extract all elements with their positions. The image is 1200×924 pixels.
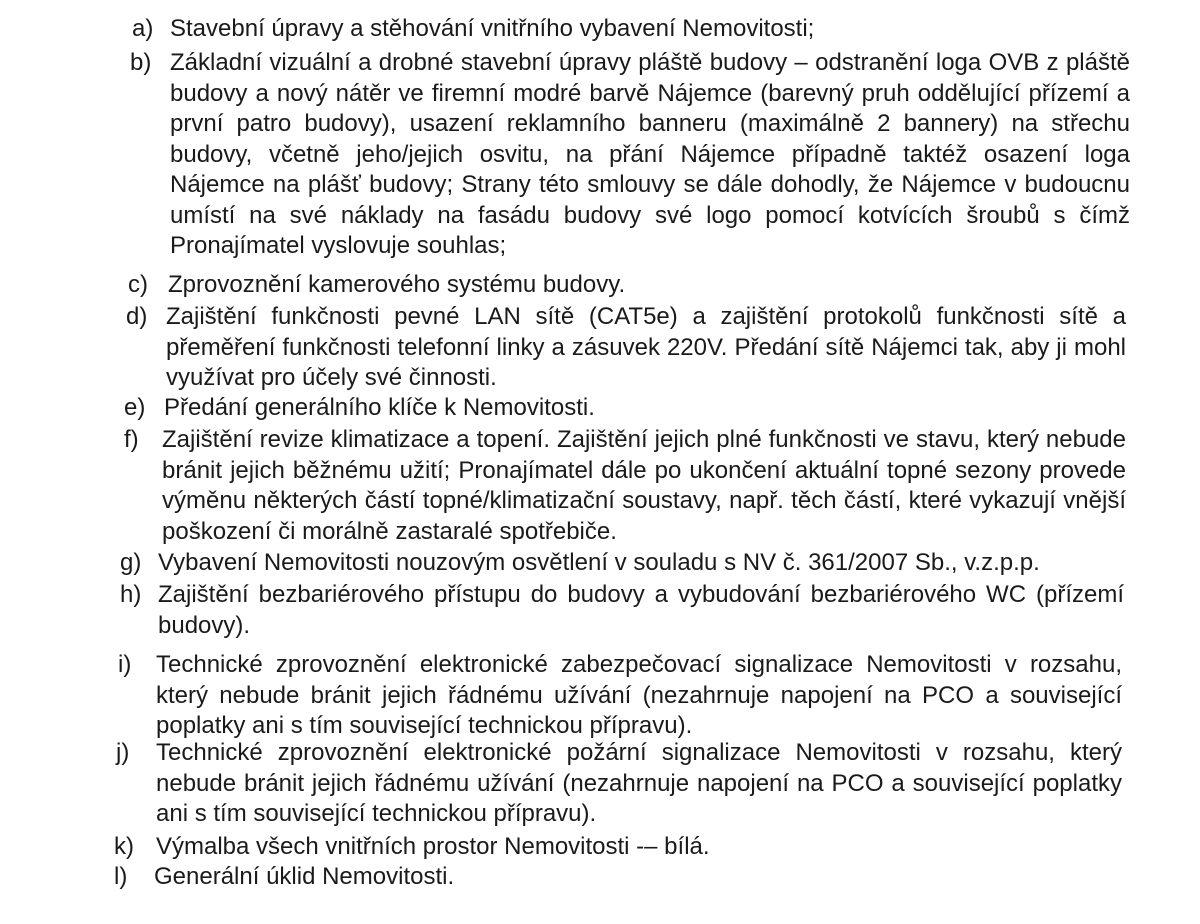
list-item-text: Zajištění funkčnosti pevné LAN sítě (CAT5e) a zajištění protokolů funkčnosti sítě a přeměření funkčnosti telefonní linky a zásuvek 220V. Předání sítě Nájemci tak, aby ji mohl využívat pro účely své činnosti. — [166, 303, 1126, 391]
list-item-text: Zajištění bezbariérového přístupu do budovy a vybudování bezbariérového WC (přízemí budovy). — [158, 581, 1124, 639]
list-marker: d) — [126, 303, 148, 330]
list-item-text: Zajištění revize klimatizace a topení. Zajištění jejich plné funkčnosti ve stavu, který nebude bránit jejich běžnému užití; Pronajímatel dále po ukončení aktuální topné sezony provede výměnu některých částí topné/klimatizační soustavy, např. těch částí, které vykazují vnější poškození či morálně zastaralé spotřebiče. — [162, 426, 1126, 545]
list-item-text: Stavební úpravy a stěhování vnitřního vybavení Nemovitosti; — [170, 15, 815, 42]
list-marker: f) — [124, 426, 139, 453]
list-marker: i) — [118, 651, 132, 678]
list-item-text: Vybavení Nemovitosti nouzovým osvětlení v souladu s NV č. 361/2007 Sb., v.z.p.p. — [158, 549, 1040, 576]
list-marker: h) — [120, 581, 142, 608]
list-marker: l) — [114, 863, 128, 890]
list-item-text: Generální úklid Nemovitosti. — [154, 863, 455, 890]
list-item-text: Základní vizuální a drobné stavební úpravy pláště budovy – odstranění loga OVB z pláště budovy a nový nátěr ve firemní modré barvě Nájemce (barevný pruh oddělující přízemí a první patro budovy), usazení reklamního banneru (maximálně 2 bannery) na střechu budovy, včetně jeho/jejich osvitu, na přání Nájemce případně taktéž osazení loga Nájemce na plášť budovy; Strany této smlouvy se dále dohodly, že Nájemce v budoucnu umístí na své náklady na fasádu budovy své logo pomocí kotvících šroubů s čímž Pronajímatel vyslovuje souhlas; — [170, 49, 1130, 259]
list-marker: e) — [124, 394, 146, 421]
list-marker: a) — [132, 15, 154, 42]
list-marker: c) — [128, 271, 148, 298]
list-marker: b) — [130, 49, 152, 76]
list-item-text: Technické zprovoznění elektronické zabezpečovací signalizace Nemovitosti v rozsahu, který nebude bránit jejich řádnému užívání (nezahrnuje napojení na PCO a související poplatky ani s tím související technickou přípravu). — [156, 651, 1122, 739]
list-marker: k) — [114, 833, 134, 860]
list-item-text: Předání generálního klíče k Nemovitosti. — [164, 394, 595, 421]
list-item-text: Technické zprovoznění elektronické požární signalizace Nemovitosti v rozsahu, který nebude bránit jejich řádnému užívání (nezahrnuje napojení na PCO a související poplatky ani s tím související technickou přípravu). — [156, 739, 1122, 827]
list-item-text: Výmalba všech vnitřních prostor Nemovitosti -– bílá. — [156, 833, 710, 860]
list-marker: g) — [120, 549, 142, 576]
list-item-text: Zprovoznění kamerového systému budovy. — [168, 271, 626, 298]
list-marker: j) — [116, 739, 130, 766]
